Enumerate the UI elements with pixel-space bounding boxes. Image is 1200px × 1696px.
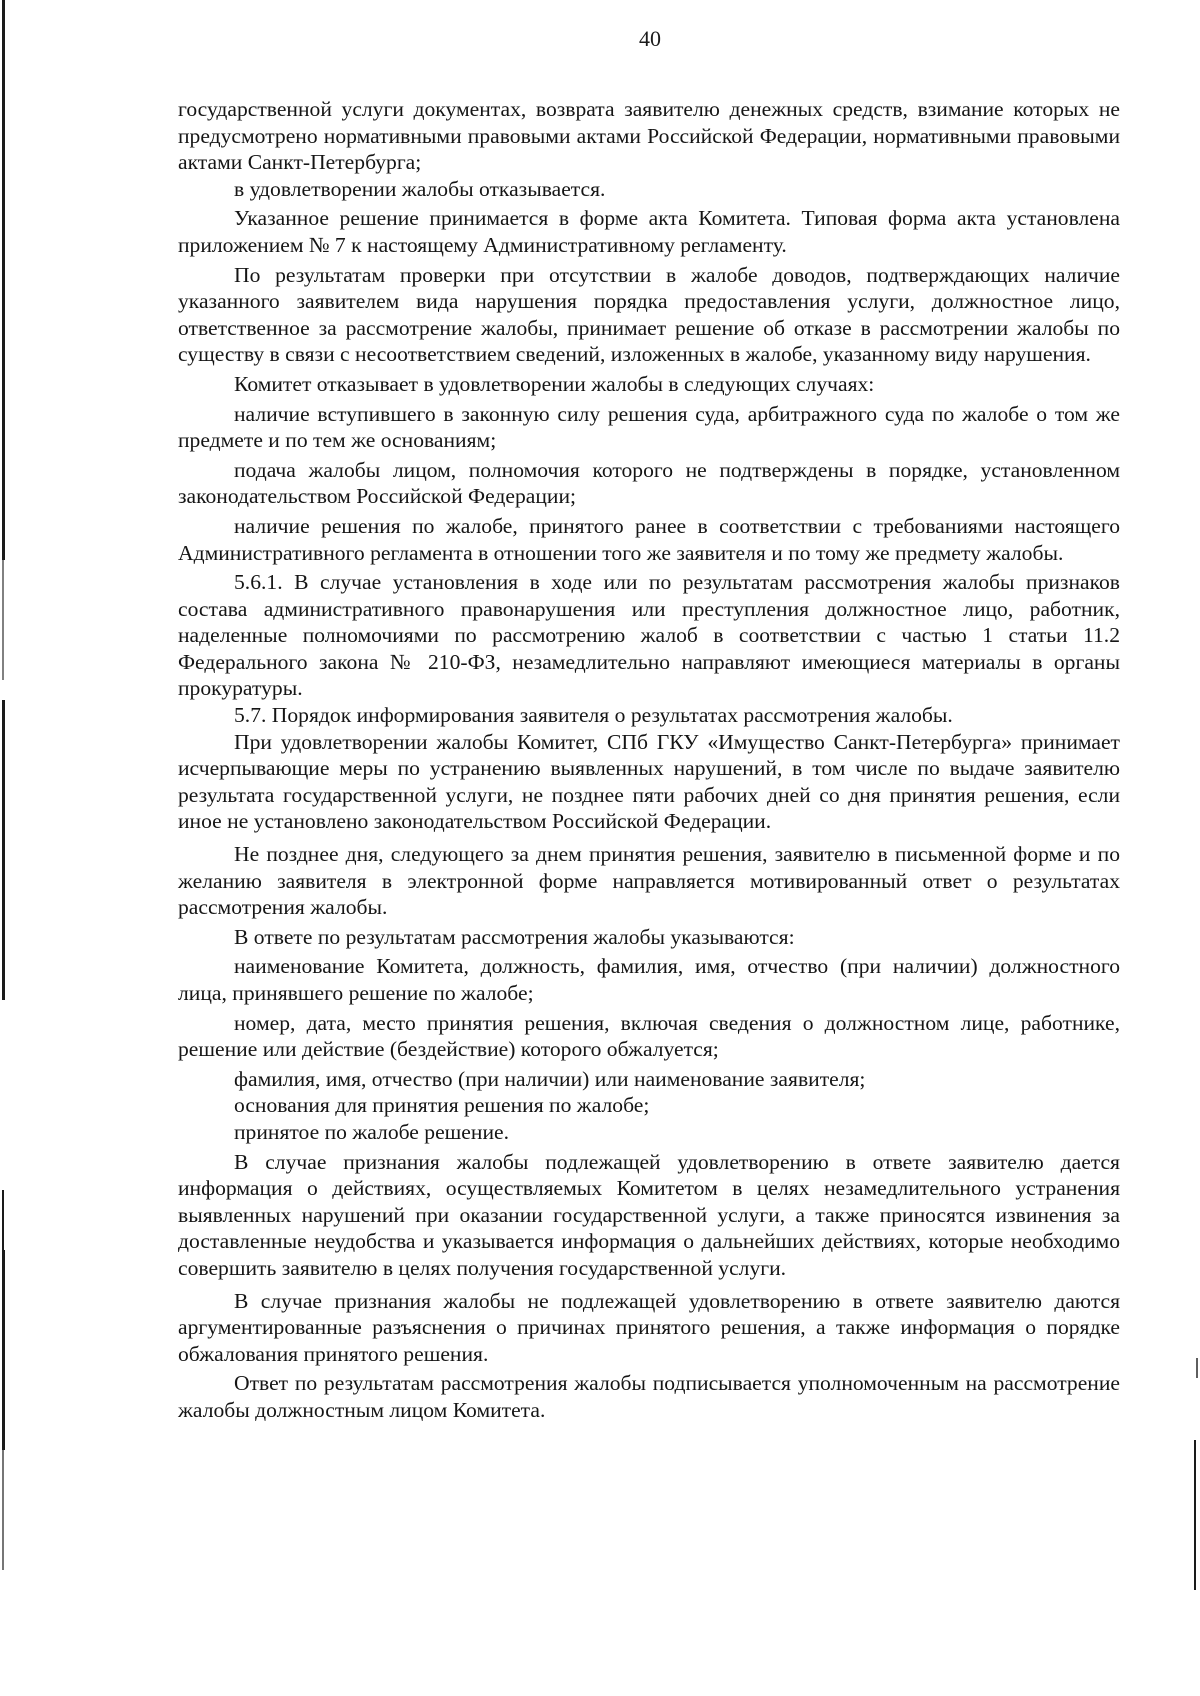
scan-edge-mark	[2, 1190, 4, 1250]
list-item: фамилия, имя, отчество (при наличии) или наименование заявителя;	[234, 1066, 866, 1091]
paragraph: наличие решения по жалобе, принятого ранее в соответствии с требованиями настоящего Административного регламента в отношении того же заявителя и по тому же предмету жалобы.	[178, 513, 1120, 565]
paragraph: При удовлетворении жалобы Комитет, СПб ГКУ «Имущество Санкт-Петербурга» принимает исчерпывающие меры по устранению выявленных нарушений, в том числе по выдаче заявителю результата государственной услуги, не позднее пяти рабочих дней со дня принятия решения, если иное не установлено законодательством Российской Федерации.	[178, 729, 1120, 834]
paragraph: Не позднее дня, следующего за днем принятия решения, заявителю в письменной форме и по желанию заявителя в электронной форме направляется мотивированный ответ о результатах рассмотрения жалобы.	[178, 842, 1120, 920]
paragraph: Комитет отказывает в удовлетворении жалобы в следующих случаях:	[234, 371, 875, 396]
scan-edge-mark	[2, 560, 4, 680]
paragraph: государственной услуги документах, возврата заявителю денежных средств, взимание которых не предусмотрено нормативными правовыми актами Российской Федерации, нормативными правовыми актами Санкт-Петербурга;	[178, 97, 1120, 175]
paragraph: По результатам проверки при отсутствии в жалобе доводов, подтверждающих наличие указанного заявителем вида нарушения порядка предоставления услуги, должностное лицо, ответственное за рассмотрение жалобы, принимает решение об отказе в рассмотрении жалобы по существу в связи с несоответствием сведений, изложенных в жалобе, указанному виду нарушения.	[178, 262, 1120, 367]
section-heading: 5.7. Порядок информирования заявителя о результатах рассмотрения жалобы.	[234, 703, 953, 728]
list-item: принятое по жалобе решение.	[234, 1119, 509, 1144]
scan-edge-mark	[2, 700, 5, 1000]
page-number: 40	[639, 26, 661, 51]
paragraph: наличие вступившего в законную силу решения суда, арбитражного суда по жалобе о том же предмете и по тем же основаниям;	[178, 401, 1120, 453]
paragraph: В случае признания жалобы не подлежащей удовлетворению в ответе заявителю даются аргументированные разъяснения о причинах принятого решения, а также информация о порядке обжалования принятого решения.	[178, 1288, 1120, 1366]
list-item: основания для принятия решения по жалобе;	[234, 1093, 650, 1118]
scan-edge-mark	[1196, 1358, 1198, 1378]
paragraph: Указанное решение принимается в форме акта Комитета. Типовая форма акта установлена приложением № 7 к настоящему Административному регламенту.	[178, 206, 1120, 257]
body-text	[178, 96, 1120, 1424]
scan-edge-mark	[1194, 1440, 1196, 1590]
paragraph: Ответ по результатам рассмотрения жалобы подписывается уполномоченным на рассмотрение жалобы должностным лицом Комитета.	[178, 1371, 1120, 1422]
list-item: номер, дата, место принятия решения, включая сведения о должностном лице, работнике, решение или действие (бездействие) которого обжалуется;	[178, 1010, 1120, 1062]
scan-edge-mark	[2, 1450, 4, 1570]
scan-edge-mark	[2, 1250, 5, 1450]
paragraph: подача жалобы лицом, полномочия которого не подтверждены в порядке, установленном законодательством Российской Федерации;	[178, 457, 1120, 509]
scan-edge-mark	[2, 0, 5, 560]
list-item: наименование Комитета, должность, фамилия, имя, отчество (при наличии) должностного лица, принявшего решение по жалобе;	[178, 954, 1120, 1005]
paragraph: В ответе по результатам рассмотрения жалобы указываются:	[234, 924, 795, 949]
paragraph: в удовлетворении жалобы отказывается.	[234, 176, 606, 201]
paragraph: 5.6.1. В случае установления в ходе или по результатам рассмотрения жалобы признаков состава административного правонарушения или преступления должностное лицо, работник, наделенные полномочиями по рассмотрению жалоб в соответствии с частью 1 статьи 11.2 Федерального закона № 210-ФЗ, незамедлительно направляют имеющиеся материалы в органы прокуратуры.	[178, 570, 1120, 701]
paragraph: В случае признания жалобы подлежащей удовлетворению в ответе заявителю дается информация о действиях, осуществляемых Комитетом в целях незамедлительного устранения выявленных нарушений при оказании государственной услуги, а также приносятся извинения за доставленные неудобства и указывается информация о дальнейших действиях, которые необходимо совершить заявителю в целях получения государственной услуги.	[178, 1149, 1120, 1280]
